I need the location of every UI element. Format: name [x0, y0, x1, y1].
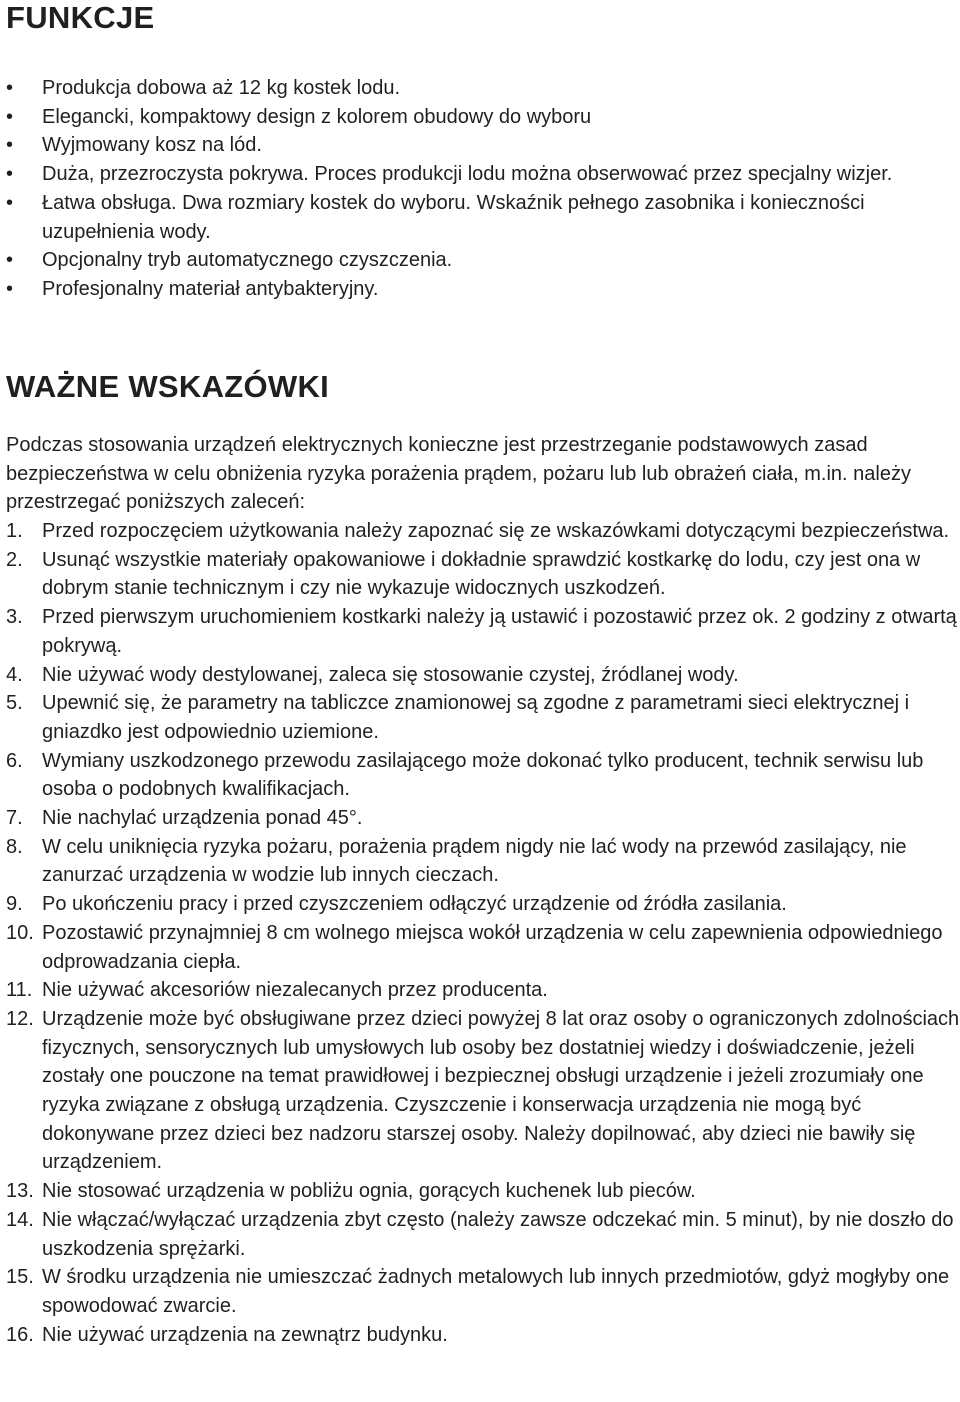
bullet-icon: • — [6, 249, 14, 272]
list-item — [6, 546, 960, 603]
list-item — [6, 689, 960, 746]
item-number: 16. — [6, 1323, 34, 1346]
item-number: 10. — [6, 921, 34, 944]
feature-text: Opcjonalny tryb automatycznego czyszczenia. — [42, 249, 453, 272]
list-item — [6, 603, 960, 660]
list-item — [6, 1263, 960, 1320]
feature-text: Łatwa obsługa. Dwa rozmiary kostek do wyboru. Wskaźnik pełnego zasobnika i konieczności uzupełnienia wody. — [42, 191, 865, 243]
tip-text: Nie używać wody destylowanej, zaleca się stosowanie czystej, źródlanej wody. — [42, 663, 739, 686]
list-item — [6, 74, 956, 103]
features-list — [6, 74, 956, 304]
bullet-icon: • — [6, 77, 14, 99]
tip-text: Nie stosować urządzenia w pobliżu ognia, gorących kuchenek lub pieców. — [42, 1180, 696, 1203]
list-item — [6, 517, 960, 546]
tip-text: Przed rozpoczęciem użytkowania należy zapoznać się ze wskazówkami dotyczącymi bezpieczeństwa. — [42, 520, 950, 542]
list-item — [6, 833, 960, 890]
important-tips-heading: WAŻNE WSKAZÓWKI — [6, 369, 330, 404]
item-number: 12. — [6, 1007, 34, 1030]
tip-text: Nie używać akcesoriów niezalecanych przez producenta. — [42, 979, 548, 1002]
tip-text: Nie włączać/wyłączać urządzenia zbyt często (należy zawsze odczekać min. 5 minut), by nie doszło do uszkodzenia sprężarki. — [42, 1208, 954, 1260]
features-heading: FUNKCJE — [6, 0, 155, 35]
tip-text: Usunąć wszystkie materiały opakowaniowe i dokładnie sprawdzić kostkarkę do lodu, czy jest ona w dobrym stanie technicznym i czy nie wykazuje widocznych uszkodzeń. — [42, 548, 921, 600]
feature-text: Profesjonalny materiał antybakteryjny. — [42, 277, 379, 300]
list-item — [6, 890, 960, 919]
tip-text: Po ukończeniu pracy i przed czyszczeniem odłączyć urządzenie od źródła zasilania. — [42, 893, 787, 916]
tip-text: Upewnić się, że parametry na tabliczce znamionowej są zgodne z parametrami sieci elektrycznej i gniazdko jest odpowiednio uziemione. — [42, 692, 910, 743]
list-item — [6, 661, 960, 690]
list-item — [6, 246, 956, 275]
item-number: 14. — [6, 1208, 34, 1231]
bullet-icon: • — [6, 134, 14, 157]
tip-text: Wymiany uszkodzonego przewodu zasilającego może dokonać tylko producent, technik serwisu lub osoba o podobnych kwalifikacjach. — [42, 749, 924, 801]
item-number: 2. — [6, 548, 23, 571]
list-item — [6, 1206, 960, 1263]
item-number: 13. — [6, 1180, 34, 1203]
tips-intro-paragraph: Podczas stosowania urządzeń elektrycznych konieczne jest przestrzeganie podstawowych zasad bezpieczeństwa w celu obniżenia ryzyka porażenia prądem, pożaru lub lub obrażeń ciała, m.in. należy przestrzegać poniższych zaleceń: — [6, 434, 911, 514]
list-item — [6, 103, 956, 132]
tip-text: W środku urządzenia nie umieszczać żadnych metalowych lub innych przedmiotów, gdyż mogłyby one spowodować zwarcie. — [42, 1266, 950, 1317]
list-item — [6, 1321, 960, 1350]
list-item — [6, 1177, 960, 1206]
item-number: 6. — [6, 749, 23, 772]
feature-text: Wyjmowany kosz na lód. — [42, 134, 262, 157]
item-number: 5. — [6, 692, 23, 715]
tip-text: Pozostawić przynajmniej 8 cm wolnego miejsca wokół urządzenia w celu zapewnienia odpowiedniego odprowadzania ciepła. — [42, 921, 943, 973]
feature-text: Produkcja dobowa aż 12 kg kostek lodu. — [42, 77, 400, 99]
item-number: 8. — [6, 835, 23, 858]
item-number: 4. — [6, 663, 23, 686]
item-number: 11. — [6, 979, 33, 1002]
list-item — [6, 160, 956, 189]
list-item — [6, 747, 960, 804]
list-item — [6, 804, 960, 833]
tip-text: W celu uniknięcia ryzyka pożaru, porażenia prądem nigdy nie lać wody na przewód zasilający, nie zanurzać urządzenia w wodzie lub innych cieczach. — [42, 835, 907, 887]
tip-text: Urządzenie może być obsługiwane przez dzieci powyżej 8 lat oraz osoby o ograniczonych zdolnościach fizycznych, sensorycznych lub umysłowych lub osoby bez dostatniej wiedzy i doświadczenie, jeżeli zostały one pouczone na temat prawidłowej i bezpiecznej obsługi urządzenie i jeżeli zrozumiały one ryzyka związane z obsługą urządzenia. Czyszczenie i konserwacja urządzenia nie mogą być dokonywane przez dzieci bez nadzoru starszej osoby. Należy dopilnować, aby dzieci nie bawiły się urządzeniem. — [42, 1007, 960, 1174]
list-item — [6, 976, 960, 1005]
item-number: 15. — [6, 1266, 34, 1289]
list-item — [6, 131, 956, 160]
item-number: 9. — [6, 893, 23, 916]
list-item — [6, 1005, 960, 1177]
tip-text: Nie używać urządzenia na zewnątrz budynku. — [42, 1323, 448, 1346]
item-number: 7. — [6, 807, 23, 830]
bullet-icon: • — [6, 277, 14, 300]
feature-text: Elegancki, kompaktowy design z kolorem obudowy do wyboru — [42, 105, 592, 128]
item-number: 1. — [6, 520, 23, 542]
bullet-icon: • — [6, 163, 14, 186]
list-item — [6, 275, 956, 304]
tip-text: Nie nachylać urządzenia ponad 45°. — [42, 807, 363, 830]
item-number: 3. — [6, 606, 23, 629]
list-item — [6, 189, 956, 246]
list-item — [6, 919, 960, 976]
bullet-icon: • — [6, 105, 14, 128]
tips-list — [6, 517, 960, 1349]
bullet-icon: • — [6, 191, 14, 214]
tip-text: Przed pierwszym uruchomieniem kostkarki należy ją ustawić i pozostawić przez ok. 2 godziny z otwartą pokrywą. — [42, 606, 957, 657]
feature-text: Duża, przezroczysta pokrywa. Proces produkcji lodu można obserwować przez specjalny wizjer. — [42, 163, 893, 186]
